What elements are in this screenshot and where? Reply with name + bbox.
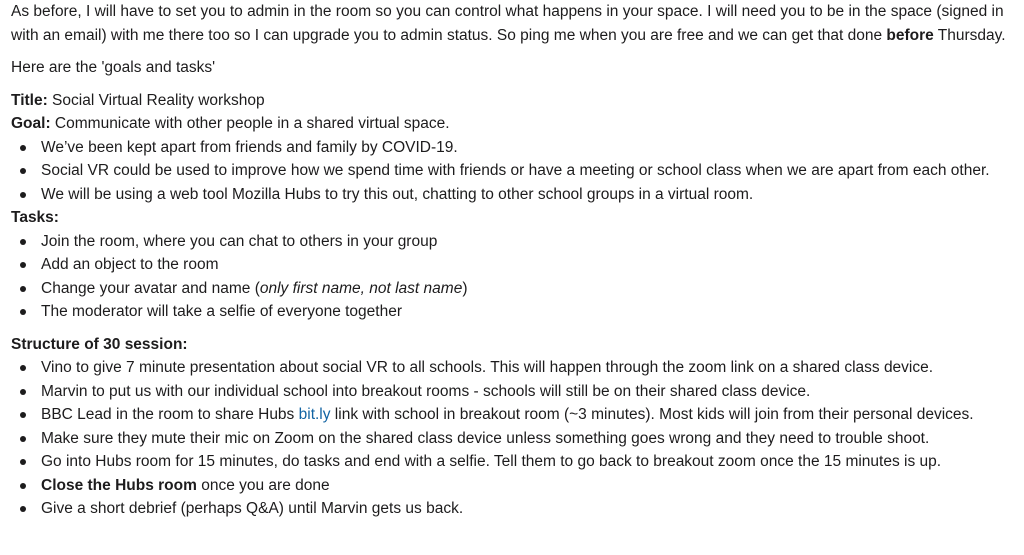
title-line: [11, 89, 1019, 113]
intro-paragraph: [11, 0, 1019, 47]
list-item: Close the Hubs room once you are done: [11, 474, 1019, 498]
structure-block: [11, 333, 1019, 521]
bullet-icon: [20, 262, 26, 268]
bullet-icon: [20, 506, 26, 512]
bullet-icon: [20, 412, 26, 418]
structure-list: [11, 356, 1019, 521]
goal-list: [11, 136, 1019, 207]
bitly-link[interactable]: bit.ly: [298, 406, 331, 423]
list-item: Make sure they mute their mic on Zoom on the shared class device unless something goes wrong and they need to trouble shoot.: [11, 427, 1019, 451]
bullet-icon: [20, 239, 26, 245]
list-item: The moderator will take a selfie of everyone together: [11, 300, 1019, 324]
bullet-icon: [20, 286, 26, 292]
avatar-note-italic: only first name, not last name: [259, 279, 463, 297]
list-item: BBC Lead in the room to share Hubs bit.ly link with school in breakout room (~3 minutes). Most kids will join from their personal devices.: [11, 403, 1019, 427]
list-item: Give a short debrief (perhaps Q&A) until Marvin gets us back.: [11, 497, 1019, 521]
intro-bold: before: [886, 26, 934, 44]
bullet-icon: [20, 168, 26, 174]
list-item: Go into Hubs room for 15 minutes, do tasks and end with a selfie. Tell them to go back to breakout zoom once the 15 minutes is up.: [11, 450, 1019, 474]
list-item: Marvin to put us with our individual school into breakout rooms - schools will still be on their shared class device.: [11, 380, 1019, 404]
list-item: Add an object to the room: [11, 253, 1019, 277]
close-hubs-bold: Close the Hubs room: [41, 476, 197, 494]
structure-heading: Structure of 30 session:: [11, 335, 188, 353]
intro-text-b: Thursday.: [933, 26, 1006, 44]
list-item: Social VR could be used to improve how we spend time with friends or have a meeting or school class when we are apart from each other.: [11, 159, 1019, 183]
title-label: Title:: [11, 91, 48, 109]
title-value: Social Virtual Reality workshop: [47, 91, 265, 109]
bullet-icon: [20, 192, 26, 198]
goal-line: [11, 112, 1019, 136]
workshop-block: [11, 89, 1019, 324]
bullet-icon: [20, 389, 26, 395]
message-body: [11, 0, 1019, 521]
list-item: Change your avatar and name (only first name, not last name): [11, 277, 1019, 301]
list-item: We’ve been kept apart from friends and family by COVID-19.: [11, 136, 1019, 160]
bullet-icon: [20, 365, 26, 371]
intro-text-a: As before, I will have to set you to admin in the room so you can control what happens in your space. I will need you to be in the space (signed in with an email) with me there too so I can upgrade you to admin status. So ping me when you are free and we can get that done: [11, 3, 1004, 44]
list-item: We will be using a web tool Mozilla Hubs to try this out, chatting to other school groups in a virtual room.: [11, 183, 1019, 207]
bullet-icon: [20, 483, 26, 489]
list-item: Join the room, where you can chat to others in your group: [11, 230, 1019, 254]
bullet-icon: [20, 436, 26, 442]
tasks-heading: Tasks:: [11, 209, 59, 226]
bullet-icon: [20, 145, 26, 151]
goals-intro: Here are the 'goals and tasks': [11, 59, 216, 76]
bullet-icon: [20, 309, 26, 315]
goal-value: Communicate with other people in a shared virtual space.: [50, 115, 450, 132]
list-item: Vino to give 7 minute presentation about social VR to all schools. This will happen through the zoom link on a shared class device.: [11, 356, 1019, 380]
tasks-list: [11, 230, 1019, 324]
goal-label: Goal:: [11, 115, 51, 132]
bullet-icon: [20, 459, 26, 465]
